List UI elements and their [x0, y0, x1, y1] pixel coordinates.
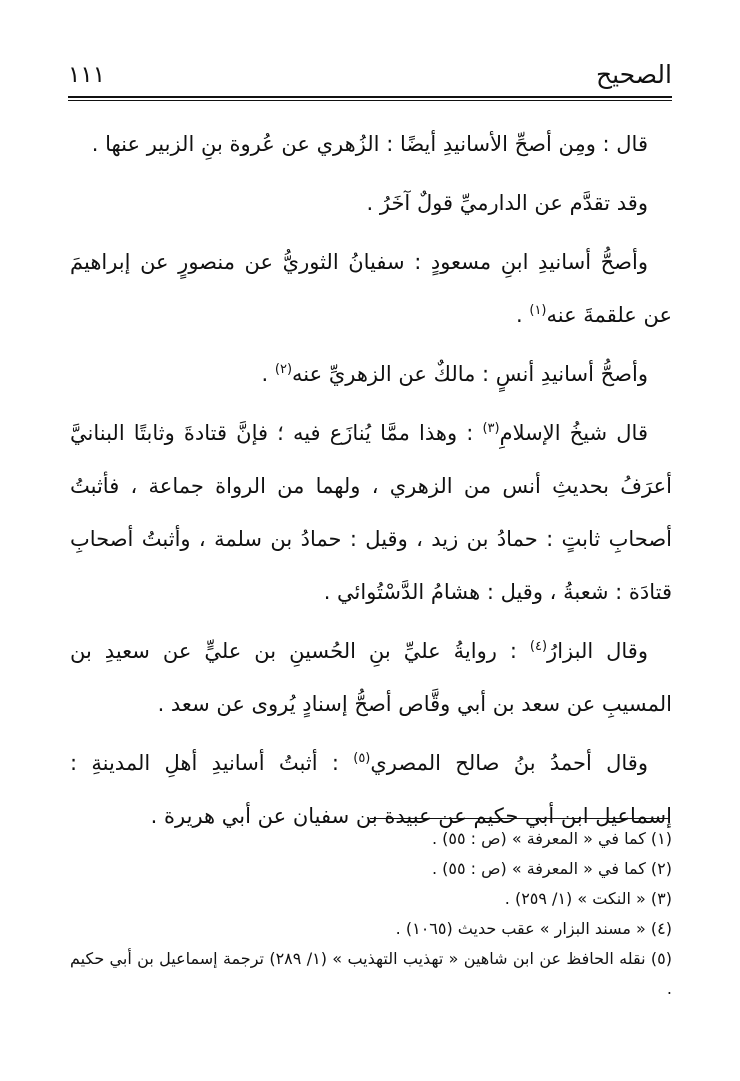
page-number: ١١١: [68, 62, 106, 88]
footnote-marker[interactable]: (٤): [529, 639, 548, 654]
running-title: الصحيح: [595, 60, 672, 89]
paragraph-text: وقد تقدَّم عن الدارميِّ قولٌ آخَرُ .: [366, 191, 648, 215]
footnote: (١) كما في « المعرفة » (ص : ٥٥) .: [431, 829, 672, 848]
footnote: (٥) نقله الحافظ عن ابن شاهين « تهذيب التهذيب » (١/ ٢٨٩) ترجمة إسماعيل بن أبي حكيم .: [70, 949, 672, 998]
footnote-marker[interactable]: (١): [529, 303, 547, 318]
footnote: (٤) « مسند البزار » عقب حديث (١٠٦٥) .: [395, 919, 672, 938]
footnote-marker[interactable]: (٢): [274, 362, 293, 377]
paragraph-text-end: : أثبتُ أسانيدِ أهلِ المدينةِ : إسماعيل ابن أبي حكيم عن عبيدة بن سفيان عن أبي هريرة .: [70, 751, 672, 828]
paragraph: [70, 118, 672, 171]
paragraph-text: قال : ومِن أصحِّ الأسانيدِ أيضًا : الزُهري عن عُروة بنِ الزبير عنها .: [91, 132, 648, 156]
paragraph: [70, 348, 672, 401]
page-header: [68, 58, 672, 98]
footnote-marker[interactable]: (٥): [353, 751, 371, 766]
paragraph-text-end: : روايةُ عليِّ بنِ الحُسينِ بن عليٍّ عن سعيدِ بن المسيبِ عن سعد بن أبي وقَّاص أصحُّ إسنادٍ يُروى عن سعد .: [70, 639, 672, 716]
footnote: (٢) كما في « المعرفة » (ص : ٥٥) .: [431, 859, 672, 878]
paragraph-text: وأصحُّ أسانيدِ أنسٍ : مالكٌ عن الزهريِّ عنه: [292, 362, 648, 386]
paragraph-text: وقال أحمدُ بنُ صالح المصري: [370, 751, 648, 775]
paragraph-text: قال شيخُ الإسلامِ: [499, 421, 648, 445]
paragraph-text: وأصحُّ أسانيدِ ابنِ مسعودٍ : سفيانُ الثوريُّ عن منصورٍ عن إبراهيمَ عن علقمةَ عنه: [70, 250, 672, 327]
footnote-separator: [370, 818, 670, 819]
paragraph: [70, 407, 672, 619]
footnote: (٣) « النكت » (١/ ٢٥٩) .: [504, 889, 672, 908]
header-rule-thin: [68, 100, 672, 101]
paragraph-text: وقال البزارُ: [547, 639, 648, 663]
paragraph-text-end: .: [261, 362, 275, 386]
footnote-marker[interactable]: (٣): [482, 421, 500, 436]
paragraph-text-end: .: [516, 303, 530, 327]
footnotes: [70, 824, 672, 1004]
paragraph: [70, 625, 672, 731]
paragraph: [70, 177, 672, 230]
main-text: [70, 118, 672, 849]
header-rule: [68, 96, 672, 98]
paragraph: [70, 236, 672, 342]
paragraph-text-end: : وهذا ممَّا يُنازَع فيه ؛ فإنَّ قتادةَ وثابتًا البنانيَّ أعرَفُ بحديثِ أنس من الزهري ، ولهما من الرواة جماعة ، فأثبتُ أصحابِ ثابتٍ : حمادُ بن زيد ، وقيل : حمادُ بن سلمة ، وأثبتُ أصحابِ قتادَة : شعبةُ ، وقيل : هشامُ الدَّسْتُوائي .: [70, 421, 672, 604]
